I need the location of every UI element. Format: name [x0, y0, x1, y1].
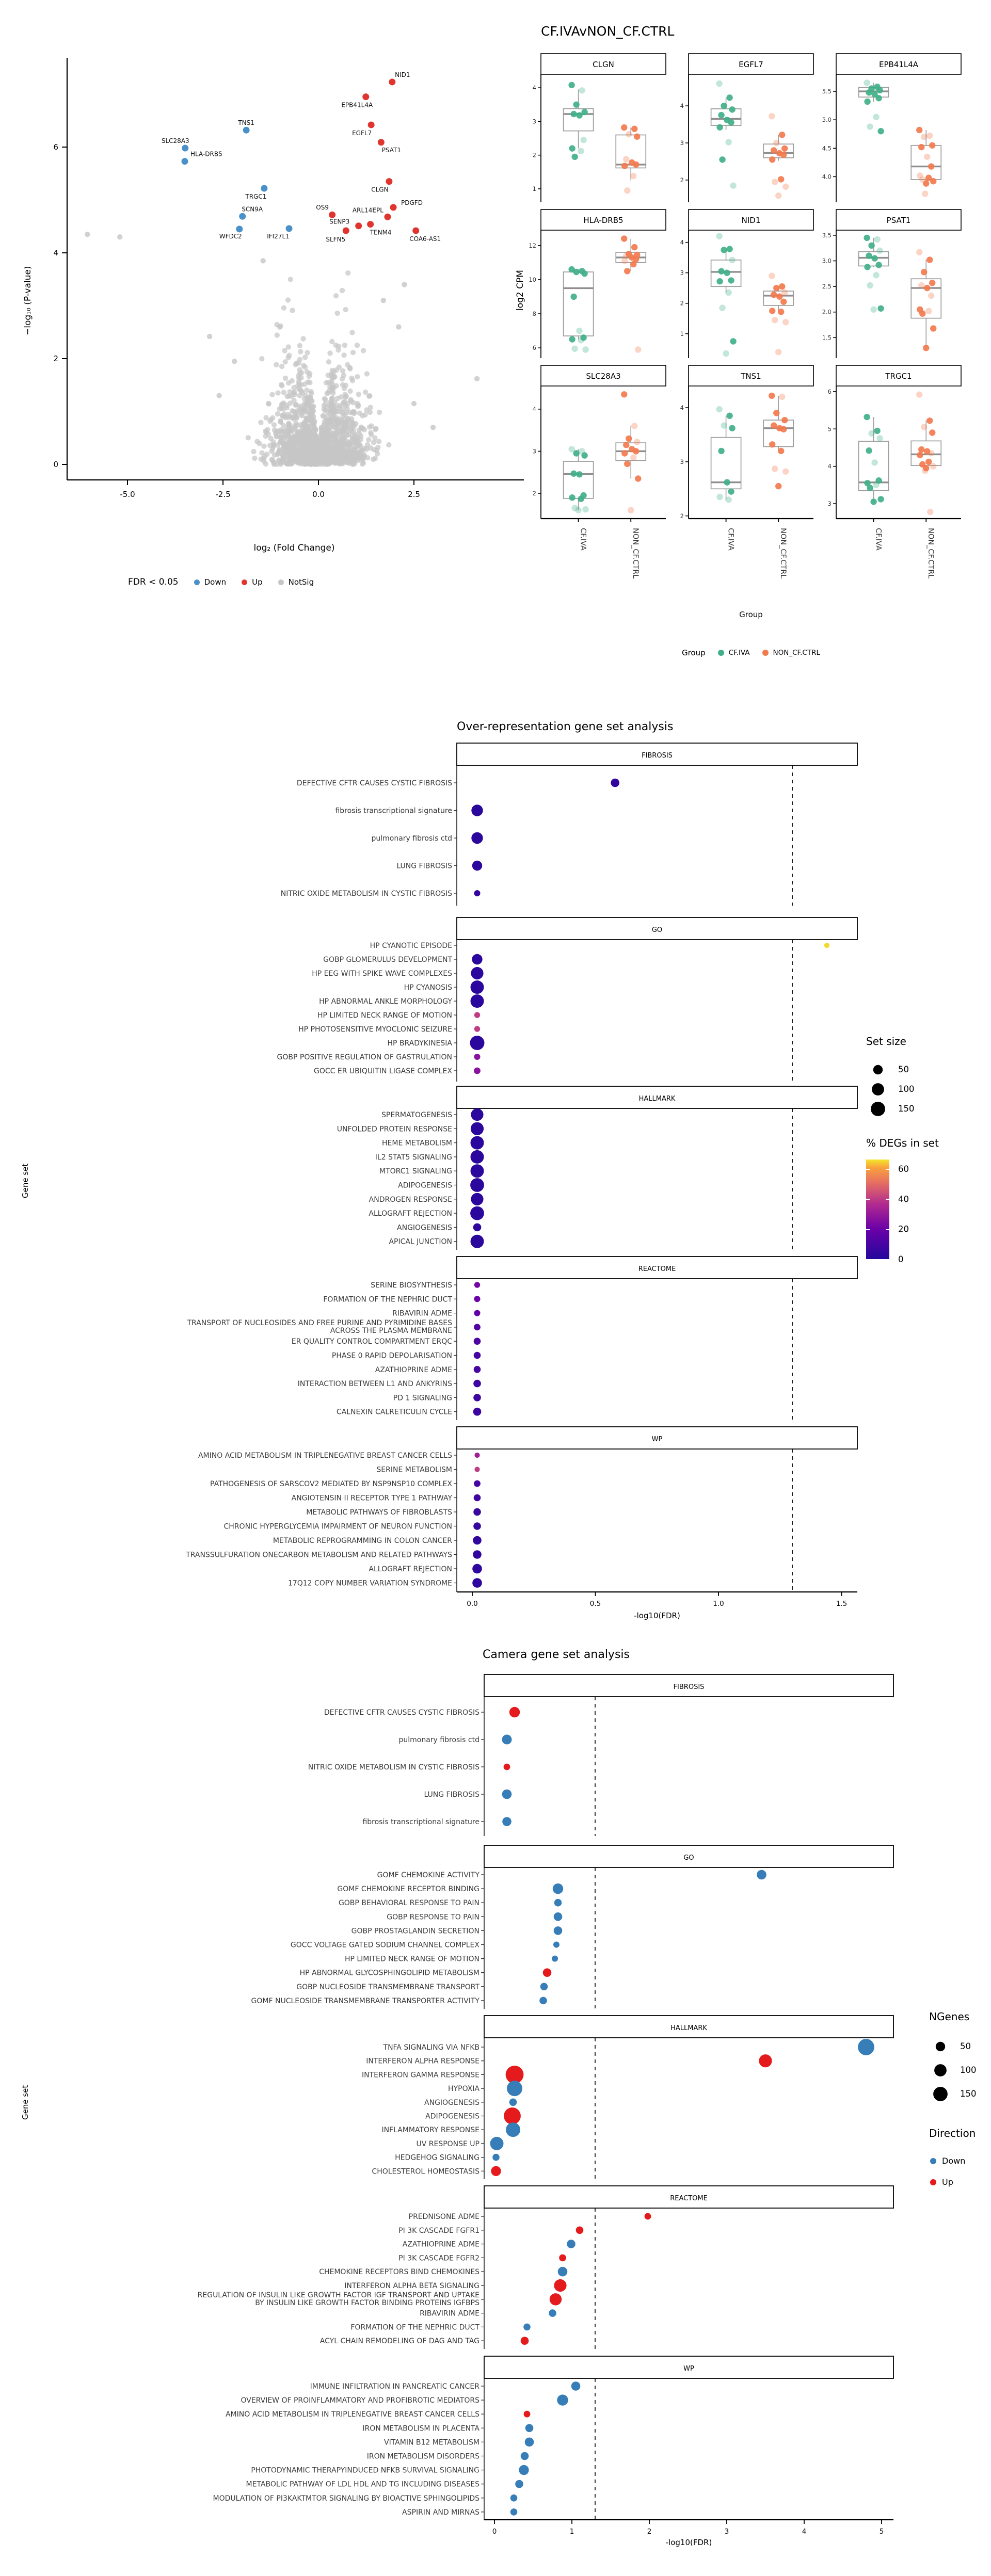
svg-text:HALLMARK: HALLMARK — [670, 2024, 707, 2032]
svg-text:REGULATION OF INSULIN LIKE GRO: REGULATION OF INSULIN LIKE GROWTH FACTOR IGF TRANSPORT AND UPTAKE BY INSULIN LIKE GROWTH FACTOR BINDING PROTEINS IGFBPS — [197, 2291, 479, 2307]
svg-text:WFDC2: WFDC2 — [219, 232, 242, 240]
svg-text:PD 1 SIGNALING: PD 1 SIGNALING — [393, 1394, 452, 1403]
svg-text:ARL14EPL: ARL14EPL — [352, 206, 383, 214]
svg-text:2: 2 — [532, 490, 536, 497]
svg-text:FORMATION OF THE NEPHRIC DUCT: FORMATION OF THE NEPHRIC DUCT — [350, 2323, 479, 2332]
svg-text:60: 60 — [898, 1164, 909, 1174]
svg-text:CALNEXIN CALRETICULIN CYCLE: CALNEXIN CALRETICULIN CYCLE — [336, 1408, 452, 1416]
svg-text:HYPOXIA: HYPOXIA — [448, 2085, 479, 2094]
svg-text:HLA-DRB5: HLA-DRB5 — [190, 150, 222, 158]
degs-colorbar — [866, 1160, 889, 1259]
nonctrl-dot-icon — [762, 650, 769, 656]
group-legend-nonctrl: NON_CF.CTRL — [773, 649, 821, 657]
svg-text:100: 100 — [898, 1084, 915, 1094]
svg-text:HP ABNORMAL GLYCOSPHINGOLIPID: HP ABNORMAL GLYCOSPHINGOLIPID METABOLISM — [299, 1969, 479, 1977]
svg-text:INTERFERON GAMMA RESPONSE: INTERFERON GAMMA RESPONSE — [361, 2071, 479, 2080]
svg-text:fibrosis transcriptional signa: fibrosis transcriptional signature — [335, 807, 452, 815]
svg-text:-5.0: -5.0 — [120, 490, 135, 499]
svg-text:150: 150 — [960, 2089, 977, 2099]
svg-text:6: 6 — [827, 388, 832, 395]
svg-text:HALLMARK: HALLMARK — [638, 1095, 676, 1103]
volcano-legend-title: FDR < 0.05 — [128, 577, 179, 587]
svg-text:GOBP PROSTAGLANDIN SECRETION: GOBP PROSTAGLANDIN SECRETION — [351, 1927, 479, 1936]
direction-up-dot-icon — [930, 2179, 936, 2185]
svg-text:EGFL7: EGFL7 — [739, 60, 763, 69]
svg-text:ALLOGRAFT REJECTION: ALLOGRAFT REJECTION — [369, 1210, 452, 1218]
colorbar-tick — [866, 1169, 870, 1170]
svg-text:150: 150 — [898, 1104, 915, 1114]
svg-text:AMINO ACID METABOLISM IN TRIPL: AMINO ACID METABOLISM IN TRIPLENEGATIVE BREAST CANCER CELLS — [225, 2410, 479, 2419]
set-size-legend-title: Set size — [866, 1035, 906, 1048]
svg-text:6: 6 — [532, 344, 536, 352]
svg-text:3: 3 — [532, 447, 536, 455]
svg-text:TENM4: TENM4 — [370, 229, 392, 236]
svg-text:NID1: NID1 — [395, 71, 410, 78]
svg-text:12: 12 — [529, 242, 536, 249]
svg-text:50: 50 — [898, 1065, 909, 1074]
svg-text:GOMF CHEMOKINE RECEPTOR BINDIN: GOMF CHEMOKINE RECEPTOR BINDING — [337, 1885, 479, 1894]
camera-y-axis-label: Gene set — [21, 2085, 30, 2120]
svg-text:2: 2 — [680, 176, 684, 184]
svg-text:PHASE 0 RAPID DEPOLARISATION: PHASE 0 RAPID DEPOLARISATION — [331, 1351, 452, 1360]
svg-text:2: 2 — [53, 354, 58, 363]
svg-text:OS9: OS9 — [316, 204, 329, 212]
svg-text:SLC28A3: SLC28A3 — [586, 372, 621, 381]
svg-text:1.5: 1.5 — [822, 334, 832, 342]
svg-text:pulmonary fibrosis ctd: pulmonary fibrosis ctd — [371, 834, 452, 843]
svg-text:4: 4 — [532, 84, 536, 92]
svg-text:1: 1 — [569, 2527, 574, 2536]
svg-text:CHRONIC HYPERGLYCEMIA IMPAIRME: CHRONIC HYPERGLYCEMIA IMPAIRMENT OF NEURON FUNCTION — [223, 1522, 452, 1531]
svg-text:3.5: 3.5 — [822, 231, 832, 239]
svg-text:TRANSSULFURATION ONECARBON MET: TRANSSULFURATION ONECARBON METABOLISM AND RELATED PATHWAYS — [186, 1551, 452, 1559]
boxplot-grid — [526, 21, 991, 666]
ora-y-axis-label: Gene set — [21, 1163, 30, 1198]
svg-text:PSAT1: PSAT1 — [886, 216, 911, 225]
svg-text:1.5: 1.5 — [836, 1600, 848, 1608]
group-legend-cfiva: CF.IVA — [728, 649, 750, 657]
direction-up-label: Up — [942, 2177, 953, 2187]
svg-text:GOBP BEHAVIORAL RESPONSE TO PA: GOBP BEHAVIORAL RESPONSE TO PAIN — [338, 1899, 479, 1908]
svg-text:GOBP GLOMERULUS DEVELOPMENT: GOBP GLOMERULUS DEVELOPMENT — [323, 956, 452, 964]
boxgrid-y-axis-label: log2 CPM — [515, 270, 525, 311]
camera-title: Camera gene set analysis — [483, 1648, 630, 1661]
svg-text:5.0: 5.0 — [822, 116, 832, 124]
svg-text:RIBAVIRIN ADME: RIBAVIRIN ADME — [420, 2309, 479, 2318]
svg-text:METABOLIC PATHWAYS OF FIBROBLA: METABOLIC PATHWAYS OF FIBROBLASTS — [306, 1508, 452, 1517]
svg-text:GOCC VOLTAGE GATED SODIUM CHAN: GOCC VOLTAGE GATED SODIUM CHANNEL COMPLEX — [290, 1941, 479, 1950]
svg-text:SERINE METABOLISM: SERINE METABOLISM — [376, 1466, 452, 1474]
volcano-legend-down: Down — [204, 577, 227, 587]
degs-legend-title: % DEGs in set — [866, 1137, 939, 1149]
direction-down-dot-icon — [930, 2158, 936, 2164]
svg-text:CHOLESTEROL HOMEOSTASIS: CHOLESTEROL HOMEOSTASIS — [372, 2167, 479, 2176]
svg-text:GOCC ER UBIQUITIN LIGASE COMPL: GOCC ER UBIQUITIN LIGASE COMPLEX — [314, 1067, 452, 1075]
svg-text:TNS1: TNS1 — [238, 119, 254, 127]
svg-text:UNFOLDED PROTEIN RESPONSE: UNFOLDED PROTEIN RESPONSE — [337, 1125, 452, 1134]
svg-text:NITRIC OXIDE METABOLISM IN CYS: NITRIC OXIDE METABOLISM IN CYSTIC FIBROSIS — [280, 890, 452, 898]
svg-text:GOBP NUCLEOSIDE TRANSMEMBRANE: GOBP NUCLEOSIDE TRANSMEMBRANE TRANSPORT — [296, 1983, 479, 1991]
svg-text:GO: GO — [683, 1854, 694, 1862]
up-dot-icon — [242, 579, 247, 585]
svg-text:2.5: 2.5 — [408, 490, 420, 499]
svg-text:SLFN5: SLFN5 — [326, 235, 346, 243]
svg-text:3: 3 — [532, 118, 536, 125]
svg-text:LUNG FIBROSIS: LUNG FIBROSIS — [424, 1791, 479, 1799]
svg-text:FIBROSIS: FIBROSIS — [673, 1683, 705, 1691]
svg-text:REACTOME: REACTOME — [670, 2195, 708, 2202]
boxgrid-title: CF.IVAvNON_CF.CTRL — [541, 24, 675, 39]
group-legend-title: Group — [681, 648, 706, 657]
svg-text:PDGFD: PDGFD — [401, 199, 423, 206]
svg-text:3.0: 3.0 — [822, 257, 832, 265]
svg-text:FIBROSIS: FIBROSIS — [642, 752, 673, 760]
svg-text:NON_CF.CTRL: NON_CF.CTRL — [631, 528, 640, 579]
svg-text:4: 4 — [802, 2527, 807, 2536]
svg-text:HP LIMITED NECK RANGE OF MOTIO: HP LIMITED NECK RANGE OF MOTION — [317, 1011, 452, 1020]
svg-text:INFLAMMATORY RESPONSE: INFLAMMATORY RESPONSE — [381, 2126, 479, 2135]
svg-text:WP: WP — [651, 1436, 663, 1443]
svg-text:HP ABNORMAL ANKLE MORPHOLOGY: HP ABNORMAL ANKLE MORPHOLOGY — [319, 997, 452, 1006]
svg-text:GOBP RESPONSE TO PAIN: GOBP RESPONSE TO PAIN — [387, 1913, 479, 1922]
colorbar-tick — [886, 1169, 889, 1170]
svg-text:2.5: 2.5 — [822, 283, 832, 291]
svg-text:4: 4 — [827, 462, 832, 470]
svg-text:1.0: 1.0 — [713, 1600, 724, 1608]
svg-text:COA6-AS1: COA6-AS1 — [409, 235, 441, 243]
svg-text:TRANSPORT OF NUCLEOSIDES AND F: TRANSPORT OF NUCLEOSIDES AND FREE PURINE AND PYRIMIDINE BASES ACROSS THE PLASMA MEMBRANE — [187, 1318, 452, 1335]
svg-text:HP CYANOSIS: HP CYANOSIS — [404, 984, 452, 992]
svg-text:METABOLIC PATHWAY OF LDL HDL A: METABOLIC PATHWAY OF LDL HDL AND TG INCLUDING DISEASES — [246, 2480, 479, 2489]
cfiva-dot-icon — [718, 650, 724, 656]
svg-text:0: 0 — [53, 460, 58, 469]
svg-text:4.5: 4.5 — [822, 144, 832, 152]
svg-text:PREDNISONE ADME: PREDNISONE ADME — [408, 2213, 479, 2221]
ora-x-axis-label: -log10(FDR) — [634, 1611, 680, 1620]
svg-text:HP CYANOTIC EPISODE: HP CYANOTIC EPISODE — [370, 942, 452, 950]
svg-text:pulmonary fibrosis ctd: pulmonary fibrosis ctd — [398, 1736, 479, 1744]
volcano-y-axis-label: −log₁₀ (P-value) — [23, 266, 33, 335]
svg-text:HP PHOTOSENSITIVE MYOCLONIC SE: HP PHOTOSENSITIVE MYOCLONIC SEIZURE — [298, 1025, 452, 1034]
svg-text:METABOLIC REPROGRAMMING IN COL: METABOLIC REPROGRAMMING IN COLON CANCER — [273, 1537, 452, 1545]
svg-text:REACTOME: REACTOME — [638, 1265, 676, 1273]
svg-text:ANGIOTENSIN II RECEPTOR TYPE 1: ANGIOTENSIN II RECEPTOR TYPE 1 PATHWAY — [291, 1494, 452, 1503]
svg-text:AZATHIOPRINE ADME: AZATHIOPRINE ADME — [402, 2240, 479, 2249]
svg-text:INTERFERON ALPHA RESPONSE: INTERFERON ALPHA RESPONSE — [366, 2057, 479, 2066]
svg-text:17Q12 COPY NUMBER VARIATION SY: 17Q12 COPY NUMBER VARIATION SYNDROME — [287, 1579, 452, 1588]
notsig-dot-icon — [278, 579, 284, 585]
svg-text:HP LIMITED NECK RANGE OF MOTIO: HP LIMITED NECK RANGE OF MOTION — [344, 1955, 479, 1963]
svg-text:IL2 STAT5 SIGNALING: IL2 STAT5 SIGNALING — [375, 1153, 452, 1162]
svg-text:PI 3K CASCADE FGFR2: PI 3K CASCADE FGFR2 — [398, 2254, 479, 2263]
svg-text:CF.IVA: CF.IVA — [579, 528, 587, 551]
svg-text:ASPIRIN AND MIRNAS: ASPIRIN AND MIRNAS — [402, 2508, 479, 2517]
svg-text:ALLOGRAFT REJECTION: ALLOGRAFT REJECTION — [369, 1565, 452, 1573]
svg-text:NON_CF.CTRL: NON_CF.CTRL — [926, 528, 935, 579]
svg-text:VITAMIN B12 METABOLISM: VITAMIN B12 METABOLISM — [384, 2438, 479, 2447]
svg-text:6: 6 — [53, 142, 58, 152]
svg-text:PHOTODYNAMIC THERAPYINDUCED NF: PHOTODYNAMIC THERAPYINDUCED NFKB SURVIVAL SIGNALING — [251, 2466, 479, 2475]
svg-text:GOBP POSITIVE REGULATION OF GA: GOBP POSITIVE REGULATION OF GASTRULATION — [277, 1053, 452, 1061]
svg-text:DEFECTIVE CFTR CAUSES CYSTIC F: DEFECTIVE CFTR CAUSES CYSTIC FIBROSIS — [296, 779, 452, 787]
svg-text:SENP3: SENP3 — [329, 218, 350, 226]
volcano-x-axis-label: log₂ (Fold Change) — [253, 543, 335, 553]
svg-text:PI 3K CASCADE FGFR1: PI 3K CASCADE FGFR1 — [398, 2226, 479, 2235]
svg-text:IRON METABOLISM DISORDERS: IRON METABOLISM DISORDERS — [366, 2452, 479, 2461]
svg-text:3: 3 — [680, 269, 684, 277]
svg-text:3: 3 — [680, 458, 684, 465]
svg-text:PATHOGENESIS OF SARSCOV2 MEDIA: PATHOGENESIS OF SARSCOV2 MEDIATED BY NSP9NSP10 COMPLEX — [210, 1480, 452, 1488]
volcano-legend-notsig: NotSig — [288, 577, 314, 587]
svg-text:OVERVIEW OF PROINFLAMMATORY AN: OVERVIEW OF PROINFLAMMATORY AND PROFIBROTIC MEDIATORS — [241, 2396, 479, 2405]
svg-text:RIBAVIRIN ADME: RIBAVIRIN ADME — [392, 1309, 452, 1318]
svg-text:IRON METABOLISM IN PLACENTA: IRON METABOLISM IN PLACENTA — [362, 2424, 479, 2433]
svg-text:100: 100 — [960, 2065, 977, 2075]
camera-x-axis-label: -log10(FDR) — [665, 2538, 712, 2547]
svg-text:DEFECTIVE CFTR CAUSES CYSTIC F: DEFECTIVE CFTR CAUSES CYSTIC FIBROSIS — [324, 1709, 479, 1717]
svg-text:EPB41L4A: EPB41L4A — [341, 101, 373, 109]
svg-text:2.0: 2.0 — [822, 308, 832, 316]
svg-text:ANGIOGENESIS: ANGIOGENESIS — [424, 2098, 479, 2107]
svg-text:2: 2 — [647, 2527, 652, 2536]
svg-text:INTERACTION BETWEEN L1 AND ANK: INTERACTION BETWEEN L1 AND ANKYRINS — [297, 1380, 452, 1389]
svg-text:0: 0 — [898, 1254, 904, 1264]
svg-text:8: 8 — [532, 310, 536, 318]
svg-text:NON_CF.CTRL: NON_CF.CTRL — [779, 528, 788, 579]
svg-text:50: 50 — [960, 2041, 971, 2051]
svg-text:5: 5 — [879, 2527, 884, 2536]
svg-text:-2.5: -2.5 — [215, 490, 231, 499]
ora-dotplot — [21, 738, 991, 1631]
svg-text:CF.IVA: CF.IVA — [726, 528, 735, 551]
colorbar-tick — [886, 1199, 889, 1200]
svg-text:1: 1 — [532, 185, 536, 192]
svg-text:TRGC1: TRGC1 — [885, 372, 912, 381]
svg-text:HP EEG WITH SPIKE WAVE COMPLEX: HP EEG WITH SPIKE WAVE COMPLEXES — [312, 970, 452, 978]
svg-text:AMINO ACID METABOLISM IN TRIPL: AMINO ACID METABOLISM IN TRIPLENEGATIVE BREAST CANCER CELLS — [198, 1452, 452, 1460]
direction-legend — [930, 2156, 965, 2187]
svg-text:CLGN: CLGN — [371, 186, 389, 194]
svg-text:20: 20 — [898, 1224, 909, 1234]
colorbar-tick — [886, 1229, 889, 1230]
svg-text:SERINE BIOSYNTHESIS: SERINE BIOSYNTHESIS — [371, 1281, 452, 1290]
svg-text:INTERFERON ALPHA BETA SIGNALIN: INTERFERON ALPHA BETA SIGNALING — [344, 2282, 479, 2290]
direction-down-label: Down — [942, 2156, 966, 2166]
svg-text:NID1: NID1 — [741, 216, 761, 225]
svg-text:LUNG FIBROSIS: LUNG FIBROSIS — [396, 862, 452, 871]
colorbar-tick — [866, 1199, 870, 1200]
svg-text:0.0: 0.0 — [467, 1600, 478, 1608]
svg-text:ANDROGEN RESPONSE: ANDROGEN RESPONSE — [369, 1195, 452, 1204]
svg-text:TNS1: TNS1 — [741, 372, 761, 381]
svg-text:EPB41L4A: EPB41L4A — [878, 60, 919, 69]
svg-text:ADIPOGENESIS: ADIPOGENESIS — [425, 2112, 479, 2121]
svg-text:ADIPOGENESIS: ADIPOGENESIS — [398, 1181, 452, 1190]
svg-text:PSAT1: PSAT1 — [381, 146, 402, 154]
svg-text:4: 4 — [53, 248, 58, 257]
svg-text:HP BRADYKINESIA: HP BRADYKINESIA — [387, 1039, 452, 1048]
svg-text:3: 3 — [724, 2527, 729, 2536]
down-dot-icon — [194, 579, 200, 585]
svg-text:SLC28A3: SLC28A3 — [161, 137, 189, 145]
group-legend — [541, 648, 961, 657]
svg-text:IFI27L1: IFI27L1 — [267, 232, 290, 240]
svg-text:0: 0 — [492, 2527, 497, 2536]
svg-text:SPERMATOGENESIS: SPERMATOGENESIS — [381, 1111, 452, 1119]
svg-text:SCN9A: SCN9A — [242, 205, 263, 213]
volcano-plot — [21, 31, 537, 557]
volcano-legend-up: Up — [252, 577, 263, 587]
svg-text:4: 4 — [532, 405, 536, 413]
ngenes-legend-title: NGenes — [929, 2010, 970, 2023]
svg-text:0.5: 0.5 — [589, 1600, 601, 1608]
svg-text:HEDGEHOG SIGNALING: HEDGEHOG SIGNALING — [395, 2153, 479, 2162]
svg-text:2: 2 — [532, 151, 536, 159]
ora-title: Over-representation gene set analysis — [457, 720, 674, 733]
svg-text:WP: WP — [683, 2365, 694, 2373]
colorbar-tick — [866, 1229, 870, 1230]
svg-text:40: 40 — [898, 1194, 909, 1204]
svg-text:2: 2 — [680, 299, 684, 307]
svg-text:4: 4 — [680, 404, 684, 411]
boxgrid-x-axis-label: Group — [739, 610, 763, 619]
svg-text:ACYL CHAIN REMODELING OF DAG A: ACYL CHAIN REMODELING OF DAG AND TAG — [319, 2337, 479, 2346]
svg-text:HLA-DRB5: HLA-DRB5 — [583, 216, 624, 225]
svg-text:IMMUNE INFILTRATION IN PANCREA: IMMUNE INFILTRATION IN PANCREATIC CANCER — [310, 2382, 479, 2391]
svg-text:GOMF NUCLEOSIDE TRANSMEMBRANE: GOMF NUCLEOSIDE TRANSMEMBRANE TRANSPORTER ACTIVITY — [251, 1997, 479, 2005]
svg-text:TNFA SIGNALING VIA NFKB: TNFA SIGNALING VIA NFKB — [383, 2043, 479, 2052]
svg-text:CF.IVA: CF.IVA — [874, 528, 883, 551]
svg-text:4.0: 4.0 — [822, 173, 832, 181]
svg-text:3: 3 — [827, 500, 832, 508]
svg-text:CHEMOKINE RECEPTORS BIND CHEMO: CHEMOKINE RECEPTORS BIND CHEMOKINES — [319, 2268, 479, 2277]
svg-text:2: 2 — [680, 512, 684, 520]
svg-text:4: 4 — [680, 102, 684, 110]
direction-legend-title: Direction — [929, 2127, 976, 2139]
svg-text:FORMATION OF THE NEPHRIC DUCT: FORMATION OF THE NEPHRIC DUCT — [323, 1295, 452, 1304]
svg-text:MTORC1 SIGNALING: MTORC1 SIGNALING — [379, 1167, 452, 1176]
camera-dotplot — [21, 1646, 991, 2576]
svg-text:3: 3 — [680, 139, 684, 147]
svg-text:UV RESPONSE UP: UV RESPONSE UP — [416, 2139, 479, 2148]
svg-text:TRGC1: TRGC1 — [245, 192, 267, 200]
svg-text:ER QUALITY CONTROL COMPARTMENT: ER QUALITY CONTROL COMPARTMENT ERQC — [291, 1338, 452, 1346]
svg-text:CLGN: CLGN — [593, 60, 614, 69]
svg-text:GO: GO — [651, 926, 663, 934]
svg-text:0.0: 0.0 — [312, 490, 325, 499]
svg-text:4: 4 — [680, 238, 684, 246]
svg-text:5.5: 5.5 — [822, 88, 832, 95]
svg-text:5: 5 — [827, 425, 832, 433]
svg-text:10: 10 — [529, 276, 536, 283]
volcano-legend — [128, 577, 314, 587]
svg-text:MODULATION OF PI3KAKTMTOR SIGN: MODULATION OF PI3KAKTMTOR SIGNALING BY BIOACTIVE SPHINGOLIPIDS — [213, 2494, 479, 2503]
svg-text:GOMF CHEMOKINE ACTIVITY: GOMF CHEMOKINE ACTIVITY — [377, 1871, 479, 1879]
svg-text:1: 1 — [680, 330, 684, 337]
svg-text:HEME METABOLISM: HEME METABOLISM — [382, 1139, 452, 1148]
svg-text:EGFL7: EGFL7 — [352, 129, 372, 137]
svg-text:ANGIOGENESIS: ANGIOGENESIS — [397, 1223, 452, 1232]
svg-text:NITRIC OXIDE METABOLISM IN CYS: NITRIC OXIDE METABOLISM IN CYSTIC FIBROSIS — [308, 1763, 479, 1772]
svg-text:APICAL JUNCTION: APICAL JUNCTION — [389, 1237, 452, 1246]
svg-text:fibrosis transcriptional signa: fibrosis transcriptional signature — [362, 1818, 479, 1826]
svg-text:AZATHIOPRINE ADME: AZATHIOPRINE ADME — [375, 1365, 452, 1374]
